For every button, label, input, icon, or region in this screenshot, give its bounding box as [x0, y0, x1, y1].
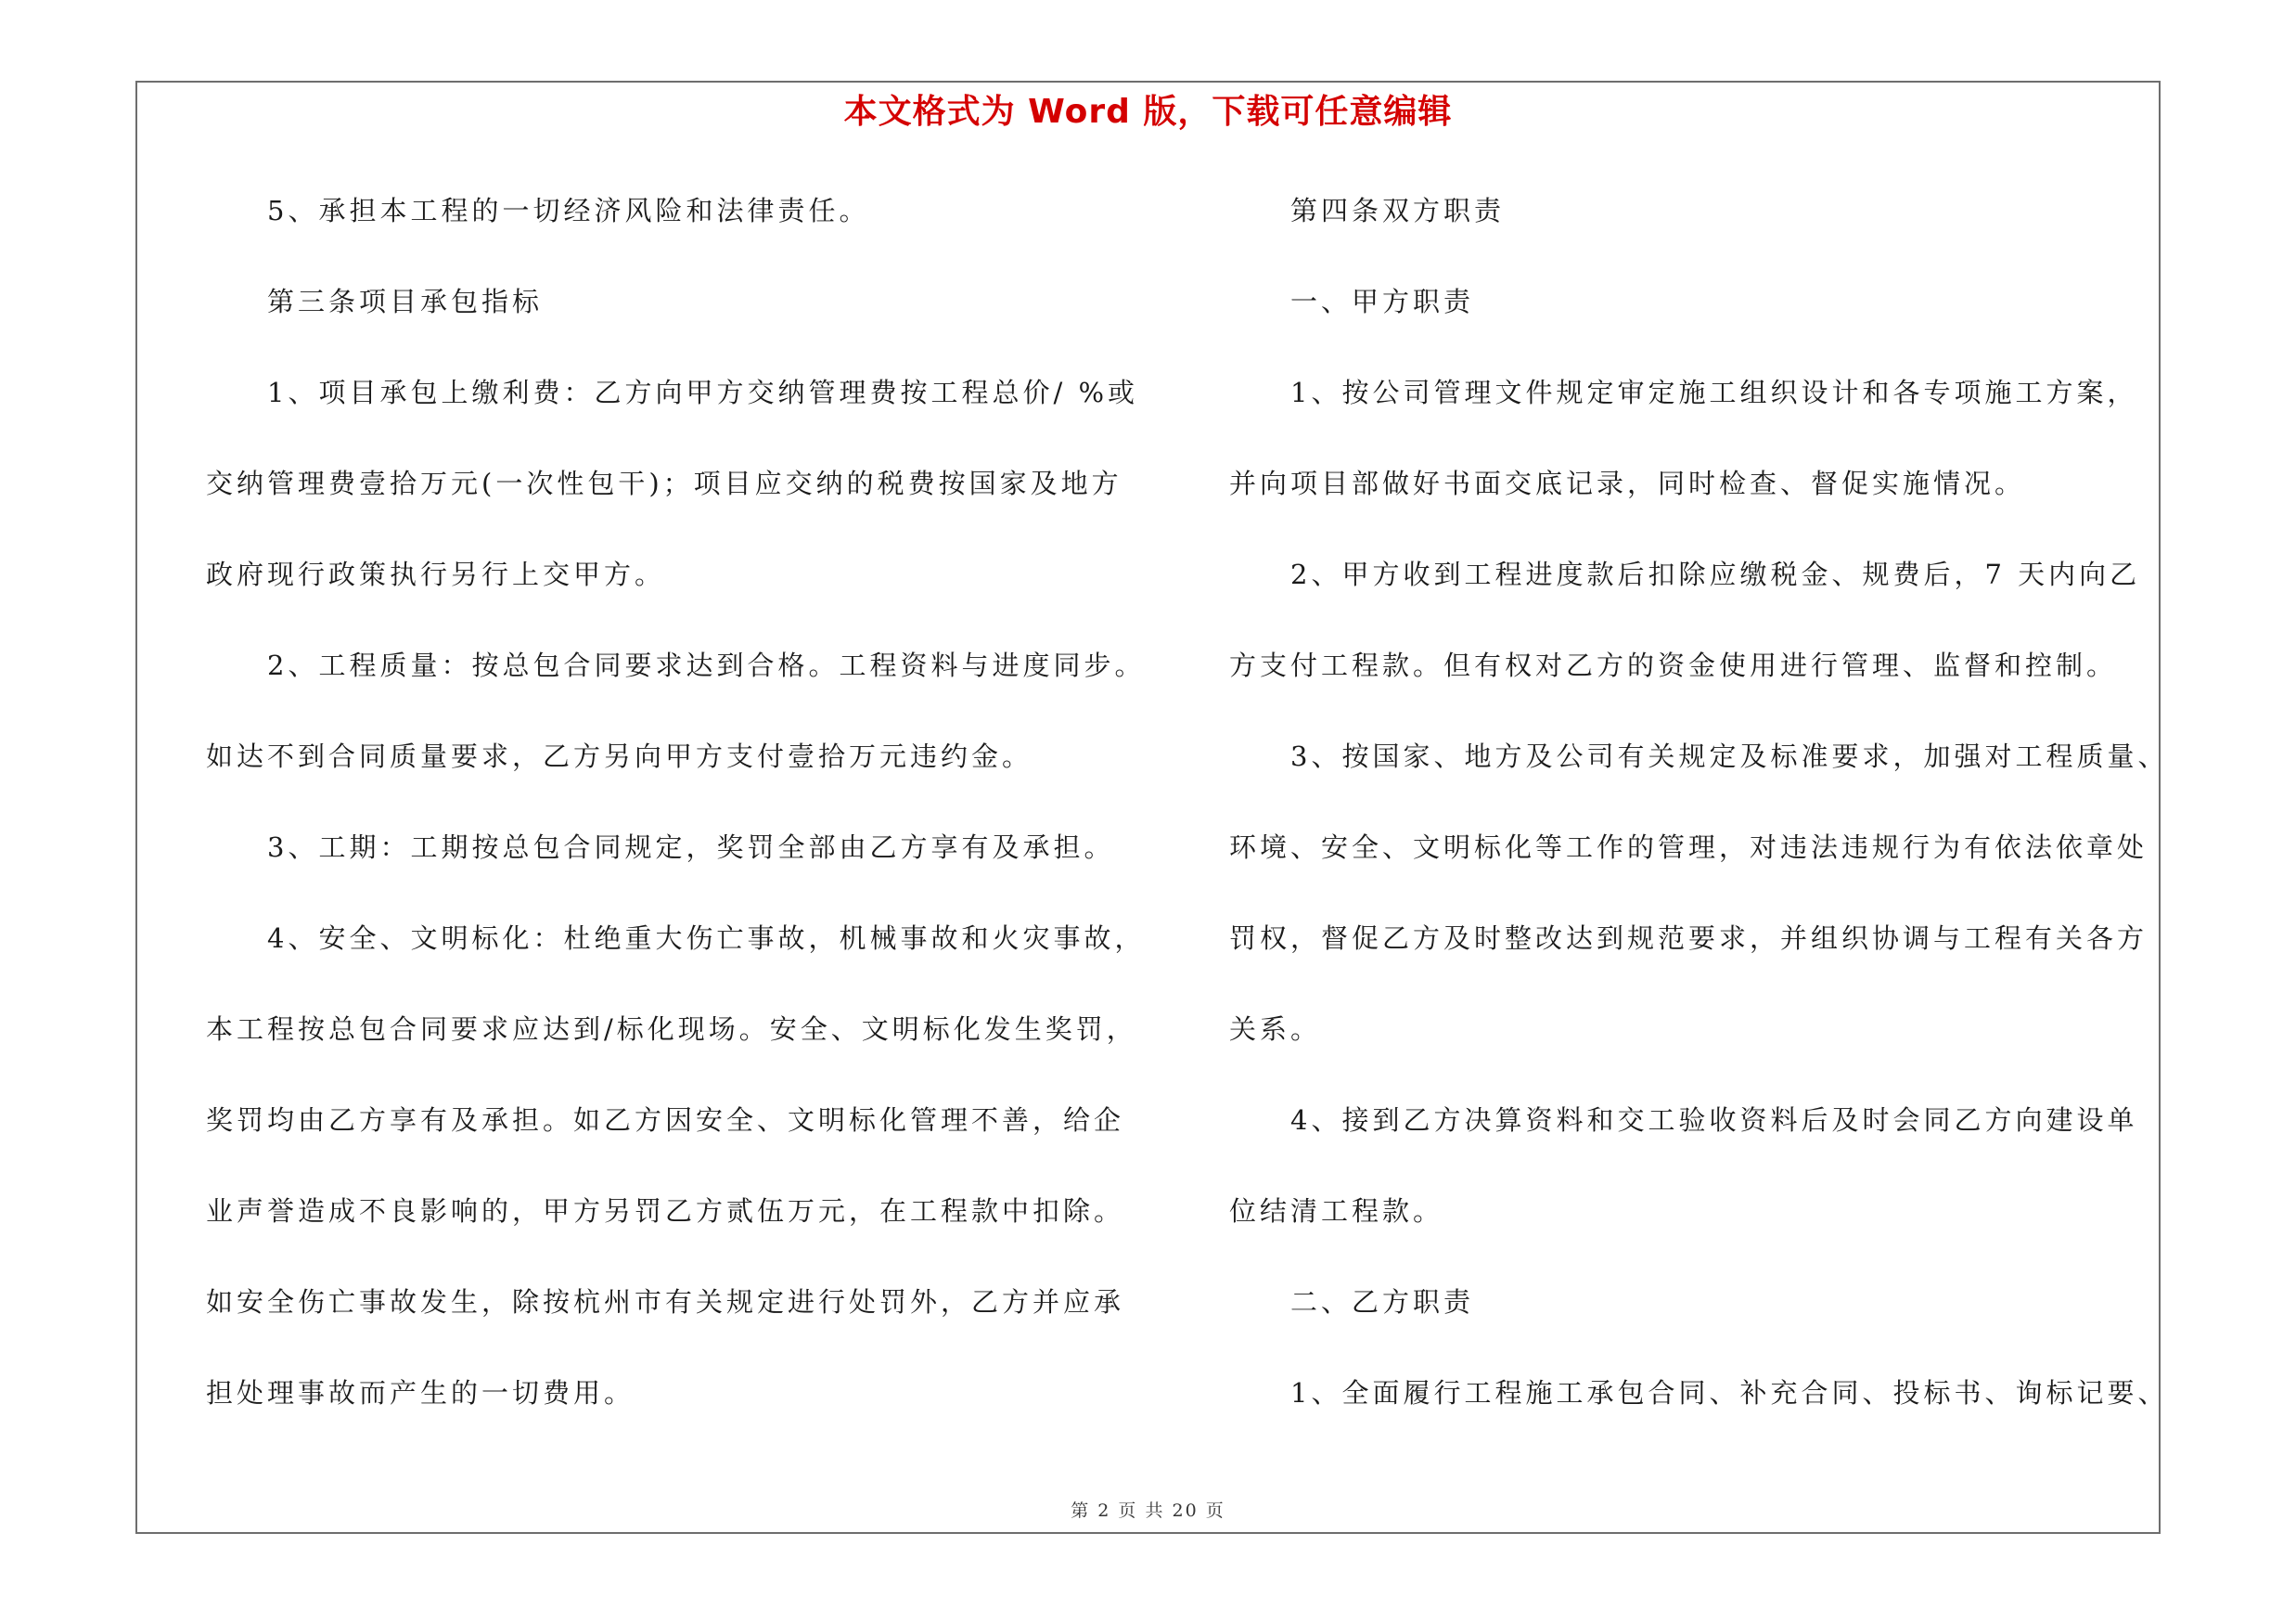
paragraph-line: 如安全伤亡事故发生，除按杭州市有关规定进行处罚外，乙方并应承	[206, 1286, 1125, 1318]
paragraph-line: 位结清工程款。	[1229, 1195, 1444, 1227]
paragraph-line: 如达不到合同质量要求，乙方另向甲方支付壹拾万元违约金。	[206, 741, 1033, 772]
paragraph-line: 2、甲方收到工程进度款后扣除应缴税金、规费后，7 天内向乙	[1290, 559, 2141, 590]
section-heading: 第三条项目承包指标	[267, 286, 544, 317]
paragraph-line: 3、工期：工期按总包合同规定，奖罚全部由乙方享有及承担。	[267, 831, 1115, 863]
paragraph-line: 担处理事故而产生的一切费用。	[206, 1377, 635, 1409]
paragraph-line: 4、安全、文明标化：杜绝重大伤亡事故，机械事故和火灾事故，	[267, 922, 1146, 954]
format-banner: 本文格式为 Word 版，下载可任意编辑	[843, 93, 1453, 131]
left-column	[206, 187, 1152, 1461]
paragraph-line: 环境、安全、文明标化等工作的管理，对违法违规行为有依法依章处	[1229, 831, 2148, 863]
paragraph-line: 关系。	[1229, 1013, 1322, 1045]
paragraph-line: 3、按国家、地方及公司有关规定及标准要求，加强对工程质量、	[1290, 741, 2169, 772]
paragraph-line: 1、项目承包上缴利费：乙方向甲方交纳管理费按工程总价/ %或	[267, 377, 1138, 408]
subsection-heading: 二、乙方职责	[1290, 1286, 1475, 1318]
paragraph-line: 1、按公司管理文件规定审定施工组织设计和各专项施工方案，	[1290, 377, 2138, 408]
paragraph-line: 罚权，督促乙方及时整改达到规范要求，并组织协调与工程有关各方	[1229, 922, 2148, 954]
paragraph-line: 方支付工程款。但有权对乙方的资金使用进行管理、监督和控制。	[1229, 650, 2118, 681]
page-number: 第 2 页 共 20 页	[1071, 1501, 1225, 1521]
paragraph-line: 业声誉造成不良影响的，甲方另罚乙方贰伍万元，在工程款中扣除。	[206, 1195, 1125, 1227]
paragraph-line: 奖罚均由乙方享有及承担。如乙方因安全、文明标化管理不善，给企	[206, 1104, 1125, 1136]
subsection-heading: 一、甲方职责	[1290, 286, 1475, 317]
paragraph-line: 4、接到乙方决算资料和交工验收资料后及时会同乙方向建设单	[1290, 1104, 2138, 1136]
right-column	[1229, 187, 2175, 1461]
paragraph-line: 2、工程质量：按总包合同要求达到合格。工程资料与进度同步。	[267, 650, 1146, 681]
paragraph-line: 政府现行政策执行另行上交甲方。	[206, 559, 666, 590]
section-heading: 第四条双方职责	[1290, 195, 1506, 226]
paragraph-line: 1、全面履行工程施工承包合同、补充合同、投标书、询标记要、	[1290, 1377, 2169, 1409]
paragraph-line: 交纳管理费壹拾万元(一次性包干)；项目应交纳的税费按国家及地方	[206, 468, 1122, 499]
paragraph-line: 本工程按总包合同要求应达到/标化现场。安全、文明标化发生奖罚，	[206, 1013, 1137, 1045]
paragraph-line: 并向项目部做好书面交底记录，同时检查、督促实施情况。	[1229, 468, 2026, 499]
paragraph-line: 5、承担本工程的一切经济风险和法律责任。	[267, 195, 870, 226]
